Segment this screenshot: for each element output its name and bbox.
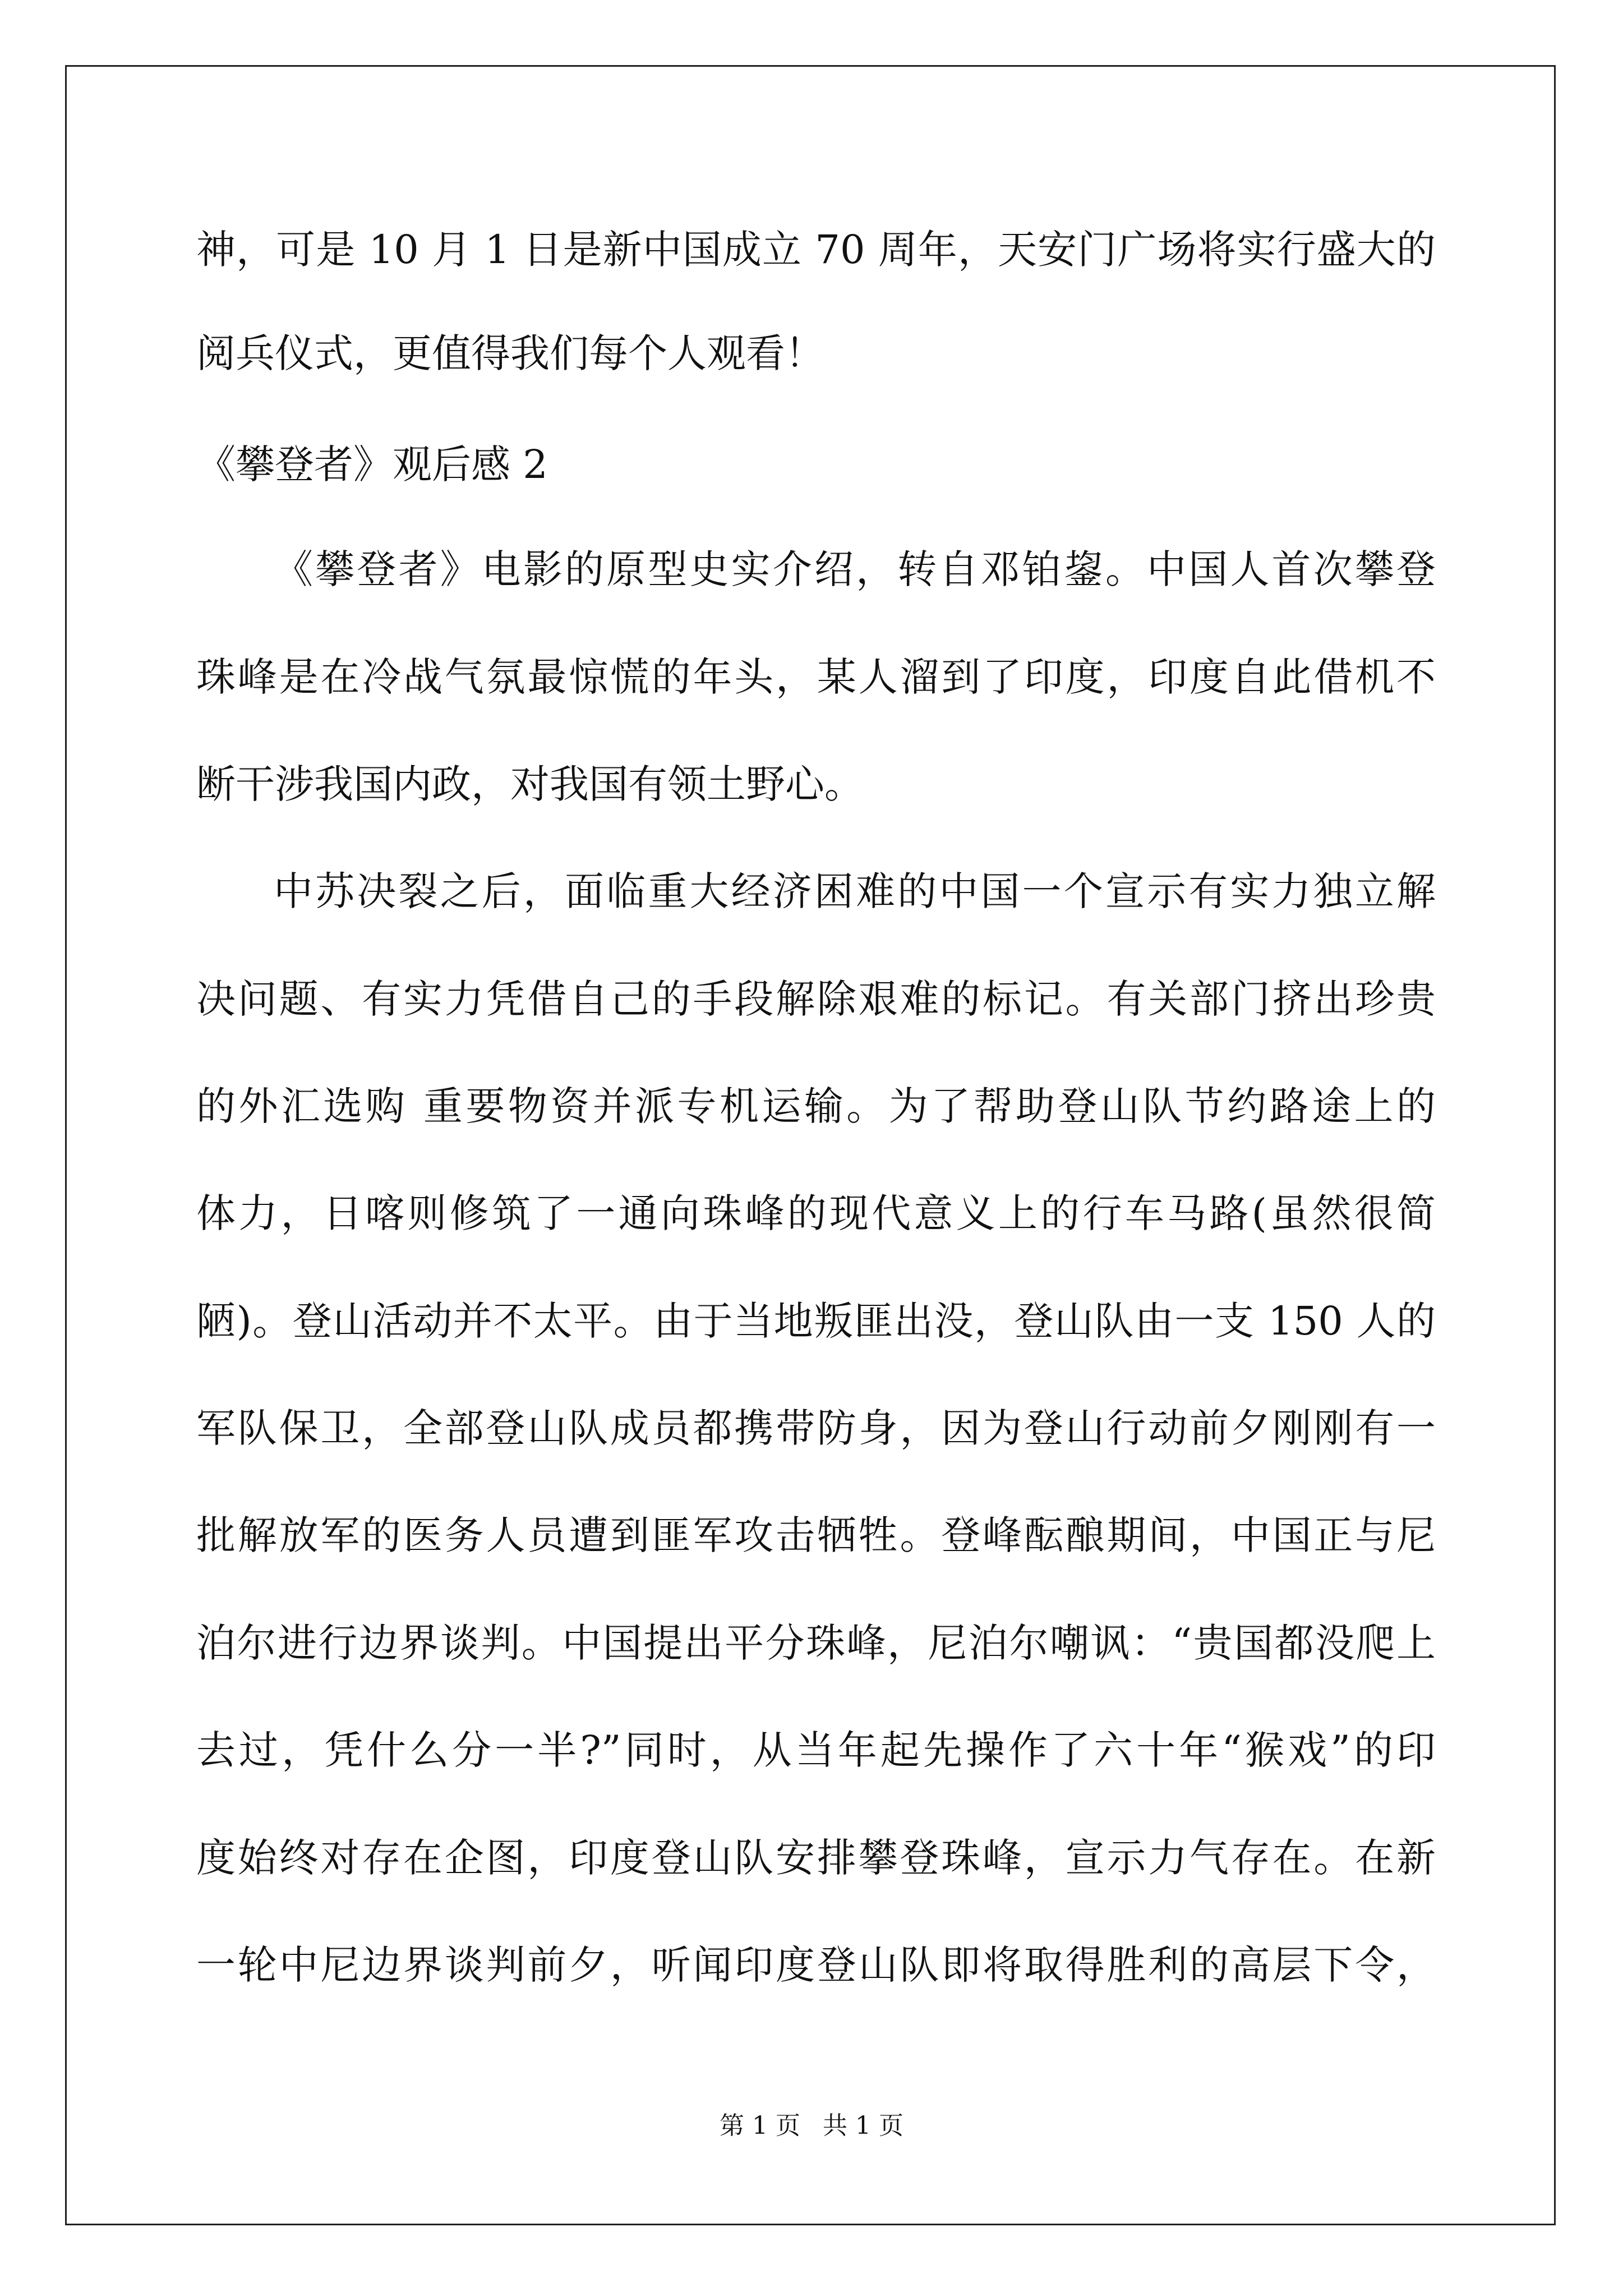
- text-line: 体力，日喀则修筑了一通向珠峰的现代意义上的行车马路(虽然很简: [196, 1190, 1436, 1236]
- text-line: 神，可是 10 月 1 日是新中国成立 70 周年，天安门广场将实行盛大的: [196, 227, 1436, 273]
- text-line: 批解放军的医务人员遭到匪军攻击牺牲。登峰酝酿期间，中国正与尼: [196, 1512, 1436, 1558]
- page-border: [65, 65, 1556, 2225]
- text-line: 陋)。登山活动并不太平。由于当地叛匪出没，登山队由一支 150 人的: [196, 1298, 1436, 1344]
- text-line: 阅兵仪式，更值得我们每个人观看！: [196, 330, 824, 376]
- text-line: 珠峰是在冷战气氛最惊慌的年头，某人溜到了印度，印度自此借机不: [196, 654, 1436, 700]
- text-line: 军队保卫，全部登山队成员都携带防身，因为登山行动前夕刚刚有一: [196, 1405, 1436, 1451]
- text-line: 度始终对存在企图，印度登山队安排攀登珠峰，宣示力气存在。在新: [196, 1835, 1436, 1881]
- text-line: 去过，凭什么分一半?”同时，从当年起先操作了六十年“猴戏”的印: [196, 1727, 1436, 1773]
- text-line: 决问题、有实力凭借自己的手段解除艰难的标记。有关部门挤出珍贵: [196, 976, 1436, 1022]
- paragraph-first-line: 中苏决裂之后，面临重大经济困难的中国一个宣示有实力独立解: [274, 868, 1436, 914]
- page-number: 第 1 页: [720, 2111, 800, 2140]
- paragraph-first-line: 《攀登者》电影的原型史实介绍，转自邓铂鋆。中国人首次攀登: [274, 546, 1436, 592]
- page-total: 共 1 页: [823, 2111, 903, 2140]
- text-line: 的外汇选购 重要物资并派专机运输。为了帮助登山队节约路途上的: [196, 1083, 1436, 1129]
- page-footer: [0, 2109, 1623, 2143]
- text-line: 一轮中尼边界谈判前夕，听闻印度登山队即将取得胜利的高层下令，: [196, 1942, 1436, 1988]
- text-line: 泊尔进行边界谈判。中国提出平分珠峰，尼泊尔嘲讽：“贵国都没爬上: [196, 1620, 1436, 1666]
- text-line: 断干涉我国内政，对我国有领土野心。: [196, 761, 864, 807]
- section-heading: 《攀登者》观后感 2: [196, 441, 548, 487]
